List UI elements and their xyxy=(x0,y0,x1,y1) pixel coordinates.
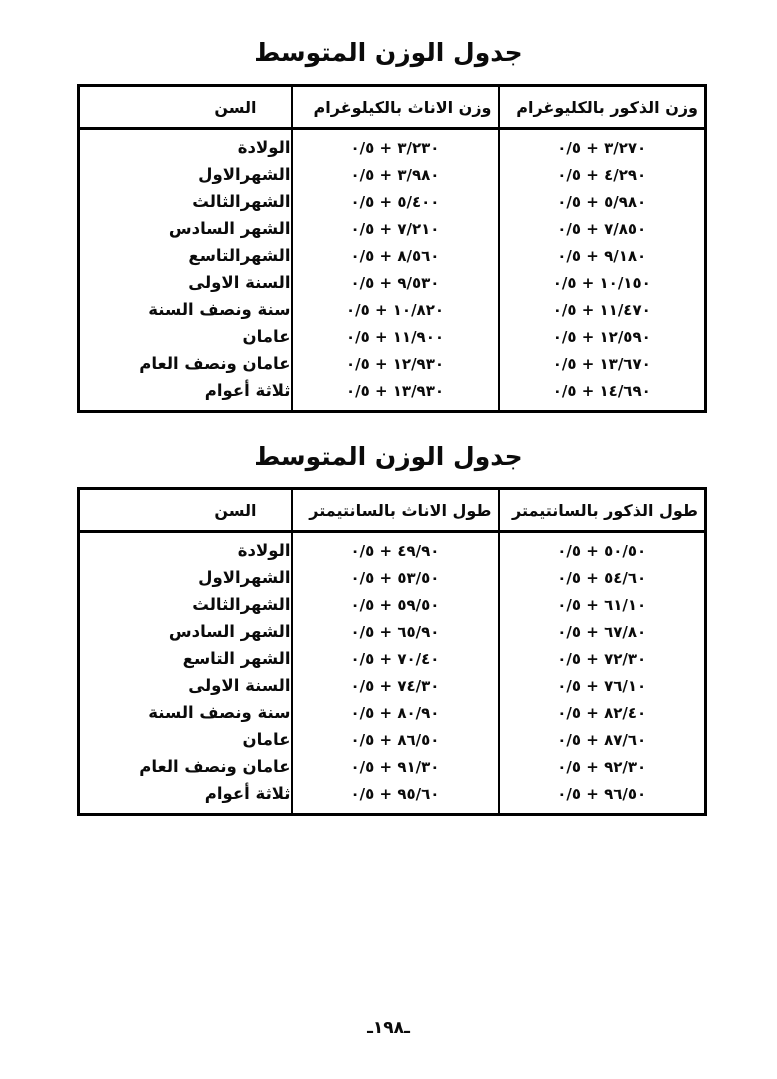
table-row xyxy=(79,161,706,188)
female-height-cell: ٧٤/٣٠ + ٠/٥ xyxy=(292,672,499,699)
male-height-cell: ٦١/١٠ + ٠/٥ xyxy=(557,595,647,614)
weight-table xyxy=(77,84,707,413)
male-weight-cell: ٥/٩٨٠ + ٠/٥ xyxy=(557,192,647,211)
table-row xyxy=(79,242,706,269)
male-height-header: طول الذكور بالسانتيمتر xyxy=(499,489,706,532)
table-row xyxy=(79,215,706,242)
age-cell: الشهر السادس xyxy=(79,215,292,242)
weight-table-header-row xyxy=(79,86,706,129)
table-row xyxy=(79,129,706,162)
age-cell: ثلاثة أعوام xyxy=(79,377,292,412)
table-row xyxy=(79,726,706,753)
age-cell: الشهرالثالث xyxy=(79,188,292,215)
age-cell: الولادة xyxy=(79,129,292,162)
female-height-cell: ٨٦/٥٠ + ٠/٥ xyxy=(292,726,499,753)
age-header: السن xyxy=(79,86,292,129)
age-cell: الشهر السادس xyxy=(79,618,292,645)
male-weight-cell: ٩/١٨٠ + ٠/٥ xyxy=(557,246,647,265)
age-header: السن xyxy=(79,489,292,532)
female-height-cell: ٨٠/٩٠ + ٠/٥ xyxy=(292,699,499,726)
table-row xyxy=(79,377,706,412)
female-height-cell: ٤٩/٩٠ + ٠/٥ xyxy=(292,532,499,565)
female-weight-cell: ٩/٥٣٠ + ٠/٥ xyxy=(292,269,499,296)
male-height-cell: ٥٠/٥٠ + ٠/٥ xyxy=(557,541,647,560)
female-height-cell: ٦٥/٩٠ + ٠/٥ xyxy=(292,618,499,645)
age-cell: الشهرالثالث xyxy=(79,591,292,618)
table-row xyxy=(79,753,706,780)
age-cell: الشهرالاول xyxy=(79,161,292,188)
male-height-cell: ٨٢/٤٠ + ٠/٥ xyxy=(557,703,647,722)
table-row xyxy=(79,564,706,591)
male-weight-cell: ٣/٢٧٠ + ٠/٥ xyxy=(557,138,647,157)
male-height-cell: ٩٢/٣٠ + ٠/٥ xyxy=(557,757,647,776)
age-cell: سنة ونصف السنة xyxy=(79,296,292,323)
male-weight-cell: ٧/٨٥٠ + ٠/٥ xyxy=(557,219,647,238)
weight-table-title: جدول الوزن المتوسط xyxy=(254,38,523,67)
male-weight-cell: ١١/٤٧٠ + ٠/٥ xyxy=(552,300,651,319)
male-height-cell: ٨٧/٦٠ + ٠/٥ xyxy=(557,730,647,749)
male-height-cell: ٧٦/١٠ + ٠/٥ xyxy=(557,676,647,695)
female-height-header: طول الاناث بالسانتيمتر xyxy=(292,489,499,532)
age-cell: الشهرالتاسع xyxy=(79,242,292,269)
height-table xyxy=(77,487,707,816)
age-cell: ثلاثة أعوام xyxy=(79,780,292,815)
age-cell: عامان ونصف العام xyxy=(79,753,292,780)
age-cell: الشهرالاول xyxy=(79,564,292,591)
table-row xyxy=(79,269,706,296)
male-height-cell: ٥٤/٦٠ + ٠/٥ xyxy=(557,568,647,587)
table-row xyxy=(79,188,706,215)
table-row xyxy=(79,645,706,672)
male-weight-cell: ١٤/٦٩٠ + ٠/٥ xyxy=(552,381,651,400)
male-weight-cell: ١٣/٦٧٠ + ٠/٥ xyxy=(552,354,651,373)
age-cell: عامان xyxy=(79,726,292,753)
male-weight-cell: ٤/٢٩٠ + ٠/٥ xyxy=(557,165,647,184)
table-row xyxy=(79,699,706,726)
female-height-cell: ٧٠/٤٠ + ٠/٥ xyxy=(292,645,499,672)
table-row xyxy=(79,323,706,350)
female-weight-header: وزن الاناث بالكيلوغرام xyxy=(292,86,499,129)
page-number: ـ١٩٨ـ xyxy=(367,1018,410,1038)
table-row xyxy=(79,672,706,699)
female-weight-cell: ٥/٤٠٠ + ٠/٥ xyxy=(292,188,499,215)
female-height-cell: ٩١/٣٠ + ٠/٥ xyxy=(292,753,499,780)
height-table-header-row xyxy=(79,489,706,532)
age-cell: السنة الاولى xyxy=(79,672,292,699)
female-weight-cell: ٧/٢١٠ + ٠/٥ xyxy=(292,215,499,242)
female-height-cell: ٥٣/٥٠ + ٠/٥ xyxy=(292,564,499,591)
height-table-title: جدول الوزن المتوسط xyxy=(254,442,523,471)
table-row xyxy=(79,350,706,377)
age-cell: سنة ونصف السنة xyxy=(79,699,292,726)
female-height-cell: ٥٩/٥٠ + ٠/٥ xyxy=(292,591,499,618)
table-row xyxy=(79,618,706,645)
female-weight-cell: ٨/٥٦٠ + ٠/٥ xyxy=(292,242,499,269)
female-weight-cell: ٣/٢٣٠ + ٠/٥ xyxy=(292,129,499,162)
male-height-cell: ٧٢/٣٠ + ٠/٥ xyxy=(557,649,647,668)
age-cell: السنة الاولى xyxy=(79,269,292,296)
female-weight-cell: ١٠/٨٢٠ + ٠/٥ xyxy=(292,296,499,323)
female-weight-cell: ٣/٩٨٠ + ٠/٥ xyxy=(292,161,499,188)
female-weight-cell: ١١/٩٠٠ + ٠/٥ xyxy=(292,323,499,350)
table-row xyxy=(79,780,706,815)
table-row xyxy=(79,296,706,323)
female-weight-cell: ١٢/٩٣٠ + ٠/٥ xyxy=(292,350,499,377)
age-cell: عامان xyxy=(79,323,292,350)
female-weight-cell: ١٣/٩٣٠ + ٠/٥ xyxy=(292,377,499,412)
male-weight-cell: ١٠/١٥٠ + ٠/٥ xyxy=(552,273,651,292)
male-height-cell: ٩٦/٥٠ + ٠/٥ xyxy=(557,784,647,803)
table-row xyxy=(79,532,706,565)
male-weight-cell: ١٢/٥٩٠ + ٠/٥ xyxy=(552,327,651,346)
male-height-cell: ٦٧/٨٠ + ٠/٥ xyxy=(557,622,647,641)
age-cell: عامان ونصف العام xyxy=(79,350,292,377)
age-cell: الولادة xyxy=(79,532,292,565)
table-row xyxy=(79,591,706,618)
age-cell: الشهر التاسع xyxy=(79,645,292,672)
female-height-cell: ٩٥/٦٠ + ٠/٥ xyxy=(292,780,499,815)
male-weight-header: وزن الذكور بالكليوغرام xyxy=(499,86,706,129)
